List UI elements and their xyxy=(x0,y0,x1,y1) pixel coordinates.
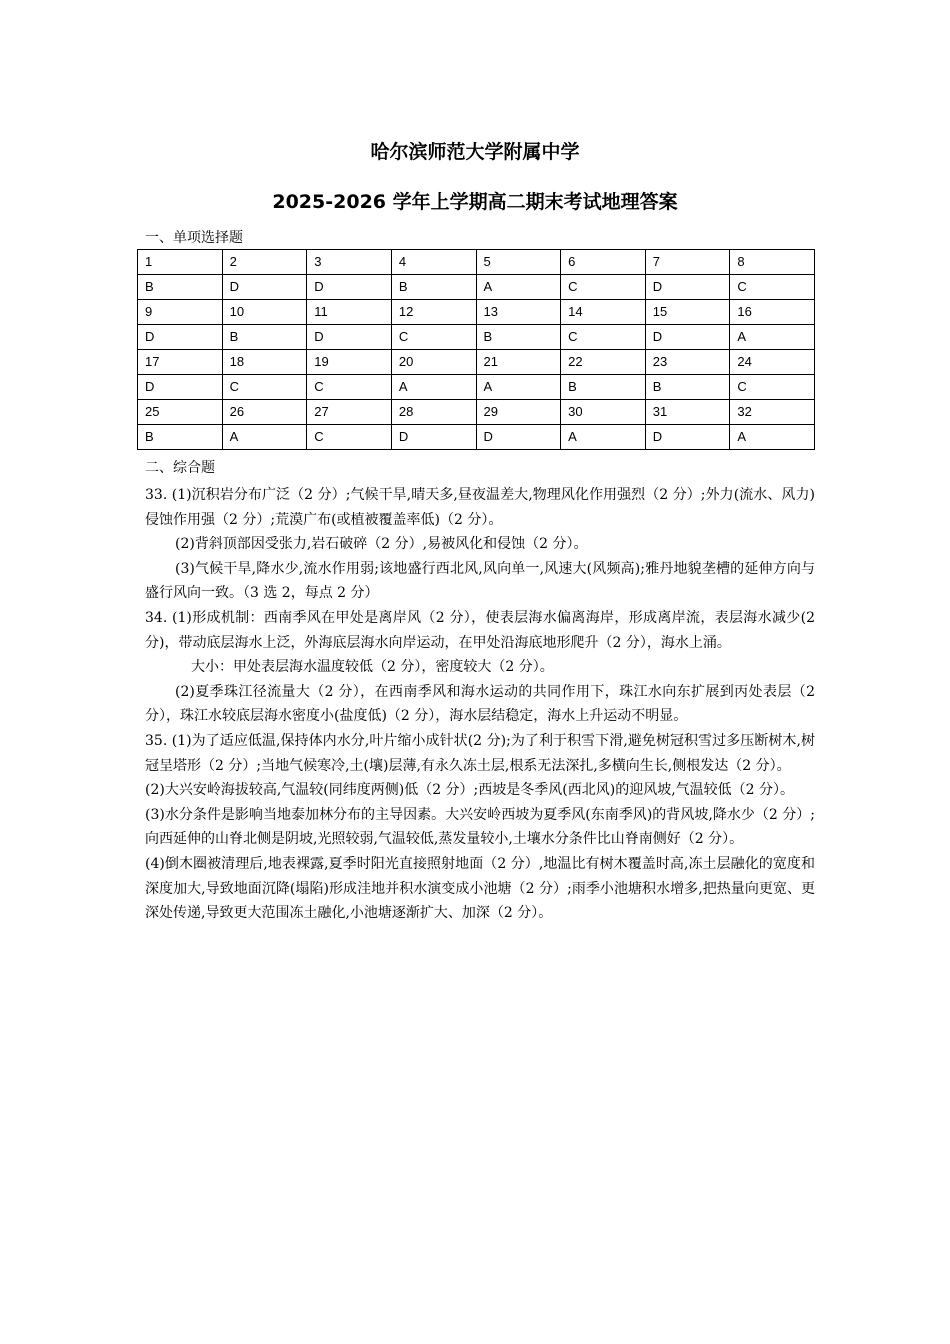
section-1-heading: 一、单项选择题 xyxy=(145,230,243,246)
q35-part1: 35. (1)为了适应低温,保持体内水分,叶片缩小成针状(2 分);为了利于积雪下滑,避免树冠积雪过多压断树木,树冠呈塔形（2 分）;当地气候寒冷,土(壤)层薄,有永久冻土层,根系无法深扎,多横向生长,侧根发达（2 分）。 xyxy=(145,732,815,774)
answer-key-row xyxy=(138,375,815,400)
question-number-cell: 10 xyxy=(222,300,307,325)
answer-key-row xyxy=(138,425,815,450)
answer-cell: B xyxy=(222,325,307,350)
exam-title: 2025-2026 学年上学期高二期末考试地理答案 xyxy=(272,191,678,213)
answer-table xyxy=(137,249,815,450)
answer-cell: C xyxy=(730,275,815,300)
question-number-cell: 29 xyxy=(476,400,561,425)
question-number-cell: 16 xyxy=(730,300,815,325)
question-number-cell: 3 xyxy=(307,250,392,275)
question-number-cell: 11 xyxy=(307,300,392,325)
q33-part1: 33. (1)沉积岩分布广泛（2 分）;气候干旱,晴天多,昼夜温差大,物理风化作用强烈（2 分）;外力(流水、风力)侵蚀作用强（2 分）;荒漠广布(或植被覆盖率低)（2 分）。 xyxy=(145,487,815,528)
question-number-cell: 15 xyxy=(645,300,730,325)
answer-cell: C xyxy=(561,325,646,350)
question-number-cell: 23 xyxy=(645,350,730,375)
question-number-row xyxy=(138,250,815,275)
question-number-cell: 28 xyxy=(391,400,476,425)
question-number-cell: 4 xyxy=(391,250,476,275)
question-number-cell: 6 xyxy=(561,250,646,275)
answer-cell: D xyxy=(476,425,561,450)
question-number-cell: 17 xyxy=(138,350,223,375)
answer-cell: A xyxy=(730,425,815,450)
answer-cell: C xyxy=(391,325,476,350)
answer-cell: D xyxy=(222,275,307,300)
answer-cell: B xyxy=(138,275,223,300)
q34-part1-size: 大小：甲处表层海水温度较低（2 分），密度较大（2 分）。 xyxy=(191,659,554,676)
question-number-cell: 26 xyxy=(222,400,307,425)
q35-part4: (4)倒木圈被清理后,地表裸露,夏季时阳光直接照射地面（2 分）,地温比有树木覆盖时高,冻土层融化的宽度和深度加大,导致地面沉降(塌陷)形成洼地并积水演变成小池塘（2 分）;雨季小池塘积水增多,把热量向更宽、更深处传递,导致更大范围冻土融化,小池塘逐渐扩大、加深（2 分）。 xyxy=(145,855,815,922)
question-number-cell: 31 xyxy=(645,400,730,425)
q35-part2: (2)大兴安岭海拔较高,气温较(同纬度两侧)低（2 分）;西坡是冬季风(西北风)的迎风坡,气温较低（2 分）。 xyxy=(145,782,795,799)
answer-key-row xyxy=(138,275,815,300)
q35-part3: (3)水分条件是影响当地泰加林分布的主导因素。大兴安岭西坡为夏季风(东南季风)的背风坡,降水少（2 分）;向西延伸的山脊北侧是阴坡,光照较弱,气温较低,蒸发量较小,土壤水分条件比山脊南侧好（2 分）。 xyxy=(145,806,815,848)
answer-cell: D xyxy=(138,325,223,350)
answer-cell: A xyxy=(391,375,476,400)
answer-cell: B xyxy=(645,375,730,400)
answer-cell: D xyxy=(645,275,730,300)
question-number-cell: 19 xyxy=(307,350,392,375)
answer-cell: D xyxy=(307,275,392,300)
question-number-cell: 27 xyxy=(307,400,392,425)
q33-part2: (2)背斜顶部因受张力,岩石破碎（2 分）,易被风化和侵蚀（2 分）。 xyxy=(175,536,588,553)
answer-cell: C xyxy=(222,375,307,400)
comprehensive-answers xyxy=(145,483,815,926)
answer-cell: C xyxy=(307,375,392,400)
answer-cell: C xyxy=(730,375,815,400)
question-number-cell: 13 xyxy=(476,300,561,325)
question-number-cell: 22 xyxy=(561,350,646,375)
answer-cell: C xyxy=(307,425,392,450)
question-number-row xyxy=(138,400,815,425)
q33-part3: (3)气候干旱,降水少,流水作用弱;该地盛行西北风,风向单一,风速大(风频高);雅丹地貌垄槽的延伸方向与盛行风向一致。（3 选 2，每点 2 分） xyxy=(145,560,815,602)
question-number-cell: 21 xyxy=(476,350,561,375)
answer-cell: D xyxy=(138,375,223,400)
answer-cell: B xyxy=(476,325,561,350)
question-number-cell: 7 xyxy=(645,250,730,275)
question-number-cell: 12 xyxy=(391,300,476,325)
answer-cell: B xyxy=(391,275,476,300)
answer-cell: A xyxy=(476,275,561,300)
answer-cell: B xyxy=(138,425,223,450)
question-number-cell: 9 xyxy=(138,300,223,325)
answer-cell: D xyxy=(645,425,730,450)
answer-cell: C xyxy=(561,275,646,300)
answer-cell: A xyxy=(561,425,646,450)
answer-cell: A xyxy=(222,425,307,450)
q34-part2: (2)夏季珠江径流量大（2 分），在西南季风和海水运动的共同作用下，珠江水向东扩展到丙处表层（2 分），珠江水较底层海水密度小(盐度低)（2 分），海水层结稳定，海水上升运动不明显。 xyxy=(145,683,815,725)
question-number-cell: 5 xyxy=(476,250,561,275)
section-2-heading: 二、综合题 xyxy=(145,460,215,476)
answer-cell: A xyxy=(730,325,815,350)
answer-cell: D xyxy=(307,325,392,350)
q34-part1: 34. (1)形成机制：西南季风在甲处是离岸风（2 分），使表层海水偏离海岸，形成离岸流，表层海水减少(2 分)，带动底层海水上泛，外海底层海水向岸运动，在甲处沿海底地形爬升（2 分），海水上涌。 xyxy=(145,609,815,651)
question-number-cell: 32 xyxy=(730,400,815,425)
answer-cell: D xyxy=(645,325,730,350)
question-number-cell: 8 xyxy=(730,250,815,275)
question-number-cell: 24 xyxy=(730,350,815,375)
question-number-row xyxy=(138,350,815,375)
question-number-cell: 30 xyxy=(561,400,646,425)
question-number-cell: 14 xyxy=(561,300,646,325)
answer-cell: B xyxy=(561,375,646,400)
question-number-cell: 20 xyxy=(391,350,476,375)
answer-cell: D xyxy=(391,425,476,450)
question-number-cell: 25 xyxy=(138,400,223,425)
question-number-cell: 2 xyxy=(222,250,307,275)
answer-key-row xyxy=(138,325,815,350)
question-number-row xyxy=(138,300,815,325)
school-title: 哈尔滨师范大学附属中学 xyxy=(370,141,580,163)
question-number-cell: 1 xyxy=(138,250,223,275)
answer-cell: A xyxy=(476,375,561,400)
question-number-cell: 18 xyxy=(222,350,307,375)
